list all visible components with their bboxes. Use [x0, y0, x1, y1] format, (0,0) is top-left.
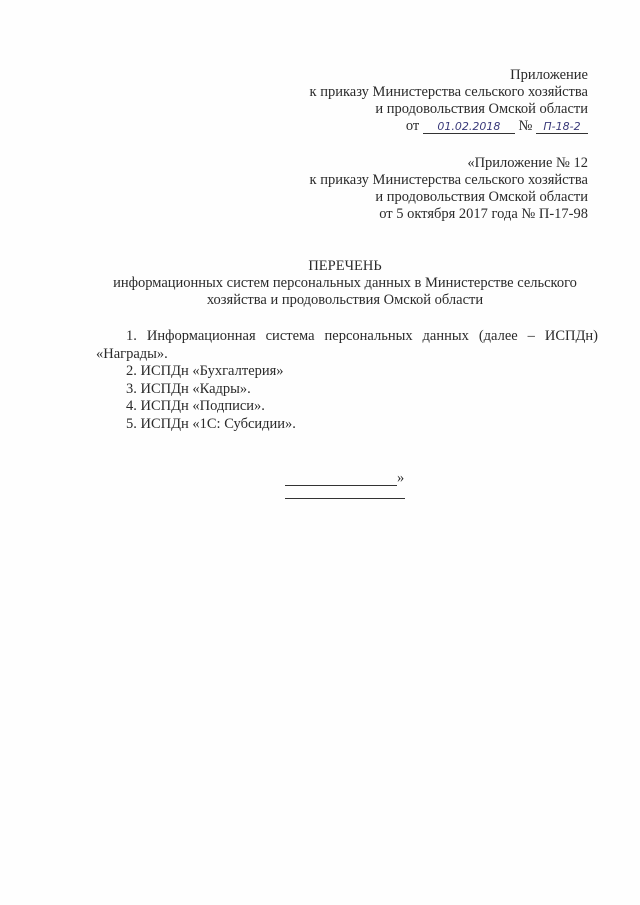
header-line-2: к приказу Министерства сельского хозяйства	[309, 84, 588, 100]
header-line-3: и продовольствия Омской области	[375, 101, 588, 117]
closing-line-2	[285, 498, 405, 499]
appendix-line-4: от 5 октября 2017 года № П-17-98	[379, 206, 588, 222]
closing-quote: »	[397, 470, 405, 486]
handwritten-number: П-18-2	[536, 120, 588, 134]
list-item: 1. Информационная система персональных данных (далее – ИСПДн) «Награды».	[96, 328, 598, 362]
header-block	[310, 67, 588, 135]
systems-list	[96, 328, 598, 433]
header-date-number-line	[310, 118, 588, 135]
date-prefix: от	[405, 118, 420, 134]
appendix-line-1: «Приложение № 12	[467, 155, 588, 171]
closing-line-1	[285, 485, 397, 486]
appendix-line-3: и продовольствия Омской области	[375, 189, 588, 205]
header-line-1: Приложение	[510, 67, 588, 83]
subtitle-line-2: хозяйства и продовольствия Омской области	[206, 292, 484, 308]
subtitle-line-1: информационных систем персональных данных в Министерстве сельского	[113, 275, 577, 291]
list-item: 2. ИСПДн «Бухгалтерия»	[126, 363, 284, 379]
number-prefix: №	[518, 118, 533, 134]
list-item: 5. ИСПДн «1С: Субсидии».	[126, 415, 296, 432]
list-item: 4. ИСПДн «Подписи».	[126, 398, 265, 414]
handwritten-date: 01.02.2018	[423, 120, 515, 134]
page-title: ПЕРЕЧЕНЬ	[308, 258, 382, 274]
list-item: 3. ИСПДн «Кадры».	[126, 380, 251, 397]
appendix-block	[310, 155, 588, 223]
appendix-line-2: к приказу Министерства сельского хозяйства	[309, 172, 588, 188]
title-block	[60, 258, 630, 309]
